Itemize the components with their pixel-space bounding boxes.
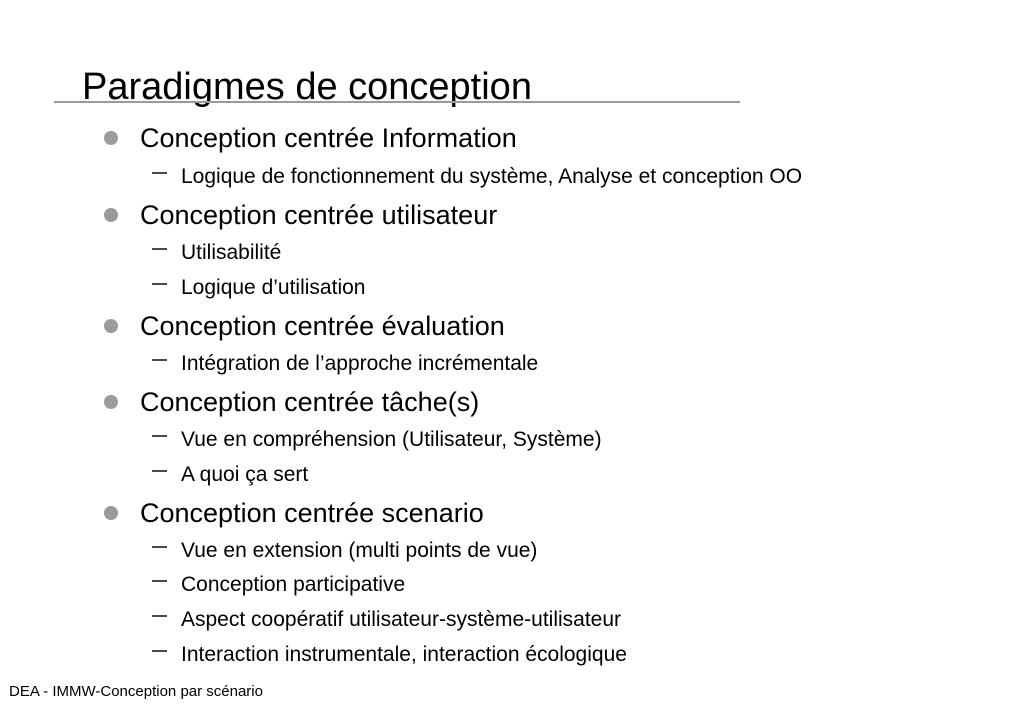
- sub-bullet-text: Utilisabilité: [181, 241, 282, 264]
- dash-icon: [152, 248, 167, 250]
- bullet-dot-icon: [104, 208, 118, 222]
- sub-bullet-text: Intégration de l’approche incrémentale: [181, 352, 539, 375]
- sub-bullet-item: [152, 351, 538, 377]
- sub-bullet-item: [152, 572, 405, 598]
- sub-bullet-text: A quoi ça sert: [181, 463, 309, 486]
- bullet-item: [104, 497, 484, 529]
- sub-bullet-text: Logique de fonctionnement du système, Analyse et conception OO: [181, 165, 803, 188]
- slide-title: Paradigmes de conception: [82, 66, 532, 108]
- sub-bullet-text: Logique d’utilisation: [181, 276, 366, 299]
- sub-bullet-text: Interaction instrumentale, interaction écologique: [181, 643, 627, 666]
- bullet-text: Conception centrée tâche(s): [140, 387, 480, 417]
- sub-bullet-item: [152, 164, 802, 190]
- bullet-item: [104, 122, 517, 154]
- sub-bullet-item: [152, 427, 602, 453]
- dash-icon: [152, 580, 167, 582]
- sub-bullet-item: [152, 607, 621, 633]
- sub-bullet-item: [152, 462, 308, 488]
- bullet-item: [104, 310, 505, 342]
- bullet-text: Conception centrée utilisateur: [140, 200, 498, 230]
- slide-footer: DEA - IMMW-Conception par scénario: [9, 683, 263, 700]
- bullet-dot-icon: [104, 131, 118, 145]
- dash-icon: [152, 546, 167, 548]
- bullet-dot-icon: [104, 506, 118, 520]
- dash-icon: [152, 283, 167, 285]
- bullet-dot-icon: [104, 319, 118, 333]
- bullet-item: [104, 386, 479, 418]
- dash-icon: [152, 615, 167, 617]
- dash-icon: [152, 650, 167, 652]
- sub-bullet-item: [152, 275, 365, 301]
- dash-icon: [152, 172, 167, 174]
- bullet-text: Conception centrée évaluation: [140, 311, 505, 341]
- sub-bullet-text: Aspect coopératif utilisateur-système-utilisateur: [181, 608, 622, 631]
- dash-icon: [152, 435, 167, 437]
- sub-bullet-item: [152, 642, 627, 668]
- sub-bullet-text: Conception participative: [181, 573, 406, 596]
- sub-bullet-text: Vue en extension (multi points de vue): [181, 539, 538, 562]
- sub-bullet-text: Vue en compréhension (Utilisateur, Système): [181, 428, 602, 451]
- dash-icon: [152, 470, 167, 472]
- bullet-dot-icon: [104, 395, 118, 409]
- dash-icon: [152, 359, 167, 361]
- bullet-text: Conception centrée Information: [140, 123, 517, 153]
- sub-bullet-item: [152, 240, 281, 266]
- sub-bullet-item: [152, 538, 537, 564]
- bullet-item: [104, 199, 497, 231]
- bullet-text: Conception centrée scenario: [140, 498, 484, 528]
